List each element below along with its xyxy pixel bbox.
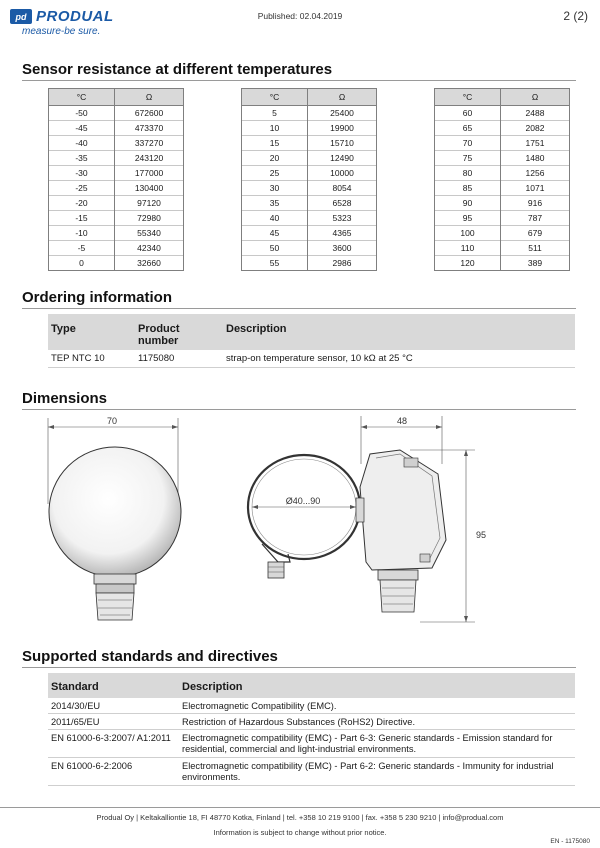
ordering-product-number: 1175080 — [138, 353, 175, 364]
table-row — [435, 136, 570, 151]
table-row — [242, 241, 377, 256]
table-row — [49, 106, 184, 121]
standards-row — [48, 758, 575, 786]
resistance-cell: 3600 — [308, 241, 377, 256]
resistance-cell: 672600 — [115, 106, 184, 121]
table-row — [435, 121, 570, 136]
temperature-cell: 0 — [49, 256, 115, 271]
resistance-cell: 679 — [501, 226, 570, 241]
temperature-cell: 85 — [435, 181, 501, 196]
ordering-table-header — [48, 314, 575, 350]
standards-table-header — [48, 673, 575, 698]
temperature-cell: -45 — [49, 121, 115, 136]
footer-notice: Information is subject to change without prior notice. — [213, 828, 387, 837]
ordering-header-type: Type — [51, 323, 76, 335]
resistance-header-row — [49, 89, 184, 106]
temperature-cell: 50 — [242, 241, 308, 256]
table-row — [49, 181, 184, 196]
resistance-cell: 8054 — [308, 181, 377, 196]
resistance-cell: 243120 — [115, 151, 184, 166]
standard-code: 2011/65/EU — [51, 717, 100, 727]
temperature-cell: 30 — [242, 181, 308, 196]
temperature-cell: 15 — [242, 136, 308, 151]
resistance-cell: 787 — [501, 211, 570, 226]
standard-description: Electromagnetic compatibility (EMC) - Part 6-2: Generic standards - Immunity for industrial environments. — [182, 761, 554, 782]
temperature-cell: 65 — [435, 121, 501, 136]
footer-contact: Produal Oy | Keltakalliontie 18, FI 48770 Kotka, Finland | tel. +358 10 219 9100 | fax. +358 5 230 9210 | info@produal.com — [96, 813, 504, 822]
resistance-table-1 — [48, 88, 184, 271]
standards-row — [48, 698, 575, 714]
table-row — [435, 226, 570, 241]
table-row — [242, 196, 377, 211]
temperature-cell: 95 — [435, 211, 501, 226]
table-row — [49, 151, 184, 166]
resistance-cell: 1256 — [501, 166, 570, 181]
resistance-cell: 25400 — [308, 106, 377, 121]
standard-description: Electromagnetic compatibility (EMC) - Part 6-3: Generic standards - Emission standard for residential, commercial and light-industrial environments. — [182, 733, 553, 754]
ordering-description: strap-on temperature sensor, 10 kΩ at 25 °C — [226, 353, 413, 364]
published-date: Published: 02.04.2019 — [257, 11, 343, 21]
resistance-cell: 42340 — [115, 241, 184, 256]
resistance-cell: 389 — [501, 256, 570, 271]
temperature-cell: -40 — [49, 136, 115, 151]
temperature-cell: 60 — [435, 106, 501, 121]
resistance-column-header: Ω — [501, 89, 570, 106]
table-row — [435, 166, 570, 181]
temperature-cell: 55 — [242, 256, 308, 271]
temperature-cell: 70 — [435, 136, 501, 151]
standards-header-standard: Standard — [51, 681, 99, 693]
dimensions-drawing — [0, 412, 600, 644]
front-view — [48, 416, 181, 620]
temperature-cell: -35 — [49, 151, 115, 166]
temperature-cell: -5 — [49, 241, 115, 256]
temperature-cell: 45 — [242, 226, 308, 241]
page-number: 2 (2) — [563, 9, 588, 23]
resistance-cell: 32660 — [115, 256, 184, 271]
dimension-width-front: 70 — [106, 416, 118, 426]
temperature-cell: 40 — [242, 211, 308, 226]
resistance-cell: 177000 — [115, 166, 184, 181]
resistance-cell: 12490 — [308, 151, 377, 166]
table-row — [49, 196, 184, 211]
temperature-cell: -10 — [49, 226, 115, 241]
temperature-cell: 20 — [242, 151, 308, 166]
resistance-header-row — [435, 89, 570, 106]
standard-code: EN 61000-6-2:2006 — [51, 761, 133, 771]
table-row — [242, 151, 377, 166]
ordering-section-title: Ordering information — [22, 289, 172, 306]
table-row — [49, 256, 184, 271]
temperature-column-header: °C — [49, 89, 115, 106]
standards-row — [48, 730, 575, 758]
table-row — [49, 211, 184, 226]
resistance-cell: 473370 — [115, 121, 184, 136]
ordering-header-description: Description — [226, 323, 287, 335]
temperature-cell: -30 — [49, 166, 115, 181]
section-divider — [22, 308, 576, 309]
table-row — [435, 151, 570, 166]
table-row — [435, 106, 570, 121]
table-row — [242, 181, 377, 196]
resistance-cell: 2986 — [308, 256, 377, 271]
resistance-cell: 15710 — [308, 136, 377, 151]
resistance-cell: 2082 — [501, 121, 570, 136]
standards-section-title: Supported standards and directives — [22, 648, 278, 665]
table-row — [242, 136, 377, 151]
resistance-cell: 55340 — [115, 226, 184, 241]
resistance-header-row — [242, 89, 377, 106]
footer-doc-code: EN - 1175080 — [550, 838, 590, 845]
resistance-cell: 1751 — [501, 136, 570, 151]
resistance-cell: 337270 — [115, 136, 184, 151]
resistance-cell: 1480 — [501, 151, 570, 166]
resistance-cell: 130400 — [115, 181, 184, 196]
standard-description: Restriction of Hazardous Substances (RoHS2) Directive. — [182, 717, 416, 727]
table-row — [49, 226, 184, 241]
pipe-diameter-range: Ø40...90 — [285, 496, 321, 506]
ordering-type: TEP NTC 10 — [51, 353, 105, 364]
resistance-table-2 — [241, 88, 377, 271]
ordering-table-row — [48, 350, 575, 368]
resistance-cell: 916 — [501, 196, 570, 211]
dimension-height-side: 95 — [476, 530, 487, 540]
temperature-cell: 80 — [435, 166, 501, 181]
resistance-cell: 97120 — [115, 196, 184, 211]
standard-code: 2014/30/EU — [51, 701, 101, 711]
ordering-header-product-number: Product number — [138, 323, 180, 347]
resistance-cell: 2488 — [501, 106, 570, 121]
table-row — [242, 226, 377, 241]
temperature-cell: -15 — [49, 211, 115, 226]
standards-header-description: Description — [182, 681, 243, 693]
table-row — [242, 166, 377, 181]
side-view — [248, 416, 486, 622]
table-row — [242, 211, 377, 226]
table-row — [435, 196, 570, 211]
resistance-column-header: Ω — [115, 89, 184, 106]
resistance-cell: 6528 — [308, 196, 377, 211]
footer-divider — [0, 807, 600, 808]
section-divider — [22, 409, 576, 410]
temperature-cell: 100 — [435, 226, 501, 241]
temperature-cell: 25 — [242, 166, 308, 181]
temperature-cell: 110 — [435, 241, 501, 256]
brand-name: PRODUAL — [36, 8, 114, 25]
table-row — [435, 211, 570, 226]
resistance-table-3 — [434, 88, 570, 271]
table-row — [49, 166, 184, 181]
temperature-cell: 75 — [435, 151, 501, 166]
resistance-cell: 10000 — [308, 166, 377, 181]
brand-tagline: measure-be sure. — [22, 26, 101, 37]
temperature-cell: 10 — [242, 121, 308, 136]
temperature-cell: -20 — [49, 196, 115, 211]
resistance-cell: 72980 — [115, 211, 184, 226]
temperature-cell: -50 — [49, 106, 115, 121]
temperature-column-header: °C — [435, 89, 501, 106]
dimensions-section-title: Dimensions — [22, 390, 108, 407]
table-row — [49, 121, 184, 136]
temperature-column-header: °C — [242, 89, 308, 106]
standards-row — [48, 714, 575, 730]
table-row — [435, 241, 570, 256]
standard-code: EN 61000-6-3:2007/ A1:2011 — [51, 733, 171, 743]
table-row — [242, 256, 377, 271]
brand-mark-text: pd — [15, 12, 27, 22]
resistance-cell: 5323 — [308, 211, 377, 226]
resistance-column-header: Ω — [308, 89, 377, 106]
table-row — [435, 181, 570, 196]
resistance-cell: 511 — [501, 241, 570, 256]
standard-description: Electromagnetic Compatibility (EMC). — [182, 701, 337, 711]
dimension-depth-side: 48 — [396, 416, 408, 426]
table-row — [49, 136, 184, 151]
temperature-cell: 120 — [435, 256, 501, 271]
resistance-section-title: Sensor resistance at different temperatures — [22, 61, 333, 78]
resistance-cell: 4365 — [308, 226, 377, 241]
resistance-cell: 1071 — [501, 181, 570, 196]
section-divider — [22, 667, 576, 668]
temperature-cell: 90 — [435, 196, 501, 211]
table-row — [242, 106, 377, 121]
section-divider — [22, 80, 576, 81]
resistance-cell: 19900 — [308, 121, 377, 136]
temperature-cell: -25 — [49, 181, 115, 196]
table-row — [242, 121, 377, 136]
temperature-cell: 35 — [242, 196, 308, 211]
table-row — [49, 241, 184, 256]
temperature-cell: 5 — [242, 106, 308, 121]
table-row — [435, 256, 570, 271]
